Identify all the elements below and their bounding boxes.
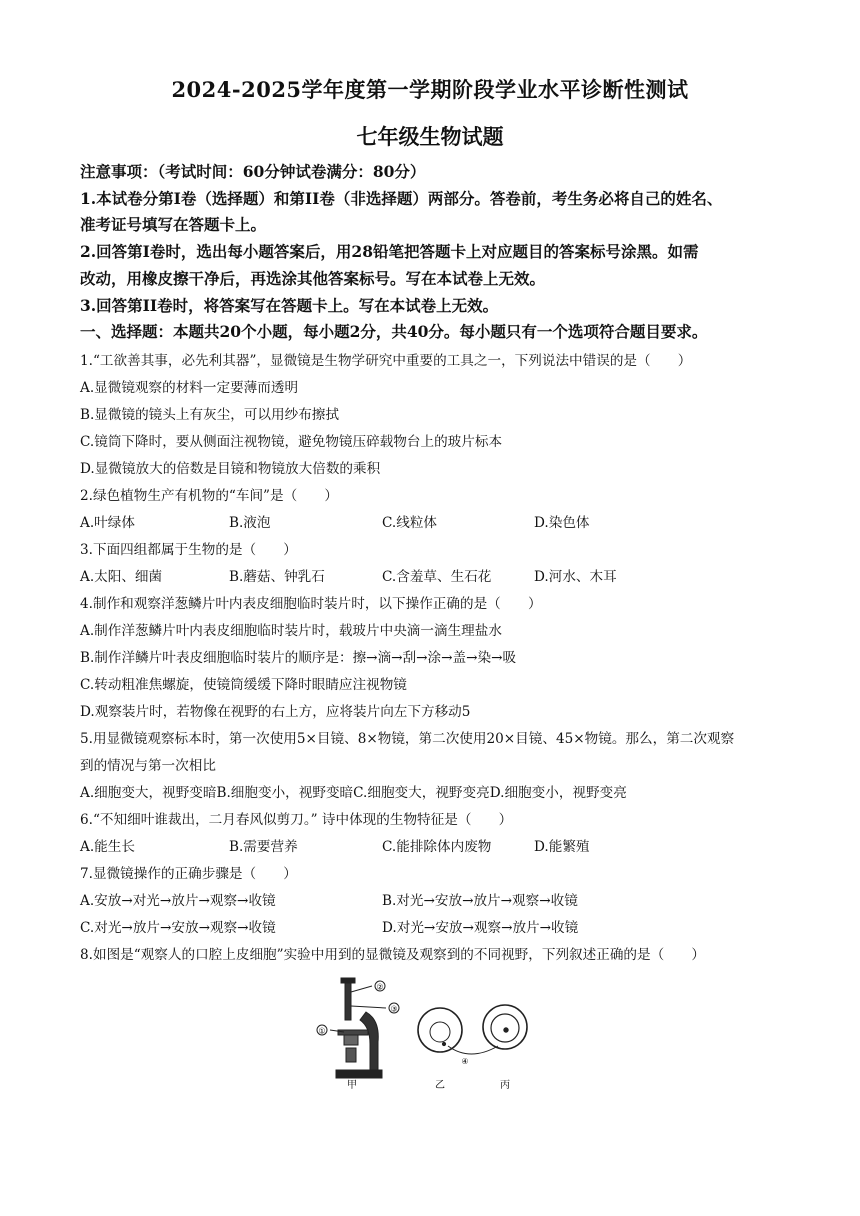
- question-2-option-b: B.液泡: [229, 515, 271, 531]
- question-1-stem: 1.“工欲善其事，必先利其器”，显微镜是生物学研究中重要的工具之一，下列说法中错误的是（ ）: [80, 353, 692, 369]
- microscope-figure: [300, 972, 550, 1092]
- label-jia: 甲: [347, 1080, 357, 1091]
- notice-item-2a: 2.回答第I卷时，选出每小题答案后，用28铅笔把答题卡上对应题目的答案标号涂黑。如需: [80, 242, 699, 261]
- question-5-stem: 5.用显微镜观察标本时，第一次使用5×目镜、8×物镜，第二次使用20×目镜、45×物镜。那么，第二次观察: [80, 731, 735, 747]
- question-7-option-a: A.安放→对光→放片→观察→收镜: [80, 893, 276, 909]
- section-heading: 一、选择题：本题共20个小题，每小题2分，共40分。每小题只有一个选项符合题目要求。: [80, 322, 708, 341]
- label-2: ②: [376, 982, 384, 992]
- question-1-option-c: C.镜筒下降时，要从侧面注视物镜，避免物镜压碎载物台上的玻片标本: [80, 434, 503, 450]
- microscope-icon: [330, 978, 386, 1078]
- notice-item-3: 3.回答第II卷时，将答案写在答题卡上。写在本试卷上无效。: [80, 296, 499, 315]
- exam-subtitle: 七年级生物试题: [356, 124, 504, 149]
- question-7-option-d: D.对光→安放→观察→放片→收镜: [382, 920, 579, 936]
- question-4-option-d: D.观察装片时，若物像在视野的右上方，应将装片向左下方移动5: [80, 704, 471, 720]
- label-bing: 丙: [500, 1080, 510, 1091]
- question-2-option-d: D.染色体: [534, 515, 590, 531]
- question-5-options: A.细胞变大，视野变暗B.细胞变小，视野变暗C.细胞变大，视野变亮D.细胞变小，视野变亮: [80, 785, 627, 801]
- notice-item-2b: 改动，用橡皮擦干净后，再选涂其他答案标号。写在本试卷上无效。: [80, 269, 546, 288]
- field-of-view-yi: [418, 1008, 462, 1052]
- question-5-stem-cont: 到的情况与第一次相比: [80, 758, 216, 774]
- notice-item-1b: 准考证号填写在答题卡上。: [80, 215, 267, 234]
- question-3-option-c: C.含羞草、生石花: [382, 569, 492, 585]
- question-6-option-c: C.能排除体内废物: [382, 839, 492, 855]
- question-7-stem: 7.显微镜操作的正确步骤是（ ）: [80, 866, 297, 882]
- question-1-option-d: D.显微镜放大的倍数是目镜和物镜放大倍数的乘积: [80, 461, 381, 477]
- question-6-option-b: B.需要营养: [229, 839, 298, 855]
- notice-header: 注意事项：（考试时间：60分钟试卷满分：80分）: [80, 162, 426, 181]
- exam-title: 2024-2025学年度第一学期阶段学业水平诊断性测试: [171, 77, 689, 102]
- question-2-option-a: A.叶绿体: [80, 515, 135, 531]
- question-3-option-a: A.太阳、细菌: [80, 569, 163, 585]
- question-4-option-a: A.制作洋葱鳞片叶内表皮细胞临时装片时，载玻片中央滴一滴生理盐水: [80, 623, 502, 639]
- question-3-option-d: D.河水、木耳: [534, 569, 617, 585]
- question-1-option-b: B.显微镜的镜头上有灰尘，可以用纱布擦拭: [80, 407, 339, 423]
- question-2-option-c: C.线粒体: [382, 515, 438, 531]
- label-4: ④: [461, 1057, 469, 1066]
- question-6-stem: 6.“不知细叶谁裁出，二月春风似剪刀。” 诗中体现的生物特征是（ ）: [80, 812, 513, 828]
- field-of-view-bing: [483, 1005, 527, 1049]
- question-1-option-a: A.显微镜观察的材料一定要薄而透明: [80, 380, 299, 396]
- question-7-option-b: B.对光→安放→放片→观察→收镜: [382, 893, 578, 909]
- notice-item-1a: 1.本试卷分第I卷（选择题）和第II卷（非选择题）两部分。答卷前，考生务必将自己的姓名、: [80, 189, 723, 208]
- question-3-stem: 3.下面四组都属于生物的是（ ）: [80, 542, 297, 558]
- question-4-stem: 4.制作和观察洋葱鳞片叶内表皮细胞临时装片时，以下操作正确的是（ ）: [80, 596, 542, 612]
- question-6-option-d: D.能繁殖: [534, 839, 590, 855]
- question-6-option-a: A.能生长: [80, 839, 135, 855]
- question-4-option-c: C.转动粗准焦螺旋，使镜筒缓缓下降时眼睛应注视物镜: [80, 677, 407, 693]
- question-7-option-c: C.对光→放片→安放→观察→收镜: [80, 920, 276, 936]
- question-2-stem: 2.绿色植物生产有机物的“车间”是（ ）: [80, 488, 338, 504]
- label-1: ①: [318, 1026, 326, 1036]
- label-yi: 乙: [435, 1080, 445, 1091]
- question-8-stem: 8.如图是“观察人的口腔上皮细胞”实验中用到的显微镜及观察到的不同视野，下列叙述正确的是（ ）: [80, 947, 705, 963]
- label-3: ③: [390, 1004, 398, 1014]
- question-4-option-b: B.制作洋鳞片叶表皮细胞临时装片的顺序是：擦→滴→刮→涂→盖→染→吸: [80, 650, 517, 666]
- question-3-option-b: B.蘑菇、钟乳石: [229, 569, 325, 585]
